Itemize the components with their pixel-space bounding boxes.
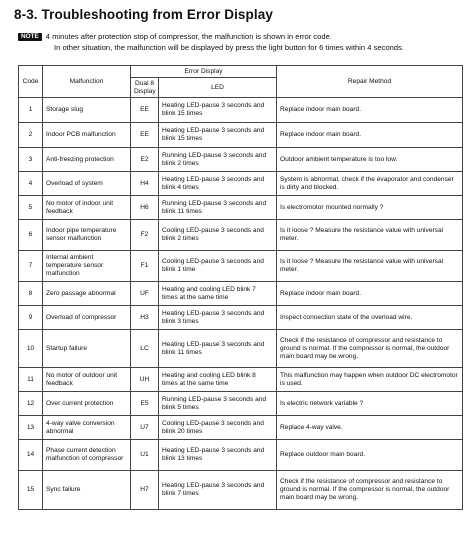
cell-led: Running LED-pause 3 seconds and blink 2 times — [159, 148, 277, 172]
cell-malfunction: Phase current detection malfunction of compressor — [43, 440, 131, 471]
cell-dual8: E5 — [131, 392, 159, 416]
cell-repair: Is it loose ? Measure the resistance value with universal meter. — [277, 220, 463, 251]
cell-malfunction: Zero passage abnormal — [43, 282, 131, 306]
table-row — [19, 306, 463, 330]
note-block — [18, 31, 404, 53]
cell-malfunction: No motor of outdoor unit feedback — [43, 368, 131, 392]
cell-led: Heating and cooling LED blink 8 times at the same time — [159, 368, 277, 392]
cell-malfunction: 4-way valve conversion abnormal — [43, 416, 131, 440]
cell-malfunction: Storage slug — [43, 98, 131, 123]
cell-led: Heating LED-pause 3 seconds and blink 15 times — [159, 98, 277, 123]
header-led: LED — [159, 78, 277, 98]
cell-code: 5 — [19, 196, 43, 220]
table-row — [19, 392, 463, 416]
cell-dual8: U1 — [131, 440, 159, 471]
cell-dual8: U7 — [131, 416, 159, 440]
section-title: 8-3. Troubleshooting from Error Display — [14, 7, 273, 22]
cell-malfunction: Internal ambient temperature sensor malfunction — [43, 251, 131, 282]
cell-led: Running LED-pause 3 seconds and blink 5 times — [159, 392, 277, 416]
note-line-1: 4 minutes after protection stop of compressor, the malfunction is shown in error code. — [45, 32, 332, 41]
cell-malfunction: No motor of indoor unit feedback — [43, 196, 131, 220]
note-line-2: In other situation, the malfunction will be displayed by press the light button for 6 times within 4 seconds. — [54, 43, 404, 52]
cell-malfunction: Overload of compressor — [43, 306, 131, 330]
cell-repair: Is electric network variable ? — [277, 392, 463, 416]
header-code: Code — [19, 66, 43, 98]
cell-led: Heating LED-pause 3 seconds and blink 4 times — [159, 172, 277, 196]
cell-malfunction: Over current protection — [43, 392, 131, 416]
cell-code: 11 — [19, 368, 43, 392]
cell-led: Heating LED-pause 3 seconds and blink 7 times — [159, 471, 277, 510]
cell-code: 6 — [19, 220, 43, 251]
header-dual8: Dual 8 Display — [131, 78, 159, 98]
cell-led: Heating LED-pause 3 seconds and blink 3 times — [159, 306, 277, 330]
cell-led: Heating and cooling LED blink 7 times at the same time — [159, 282, 277, 306]
note-badge: NOTE — [18, 33, 42, 41]
cell-dual8: EE — [131, 98, 159, 123]
header-error-display: Error Display — [131, 66, 277, 78]
cell-code: 7 — [19, 251, 43, 282]
table-row — [19, 440, 463, 471]
cell-code: 9 — [19, 306, 43, 330]
cell-repair: System is abnormal, check if the evaporator and condenser is dirty and blocked. — [277, 172, 463, 196]
cell-repair: Replace outdoor main board. — [277, 440, 463, 471]
cell-malfunction: Indoor pipe temperature sensor malfunction — [43, 220, 131, 251]
cell-led: Heating LED-pause 3 seconds and blink 11 times — [159, 330, 277, 368]
cell-dual8: UF — [131, 282, 159, 306]
cell-code: 1 — [19, 98, 43, 123]
cell-repair: Check if the resistance of compressor and resistance to ground is normal. If the compressor is normal, the outdoor main board may be wrong. — [277, 471, 463, 510]
cell-malfunction: Overload of system — [43, 172, 131, 196]
cell-dual8: H3 — [131, 306, 159, 330]
cell-led: Cooling LED-pause 3 seconds and blink 1 time — [159, 251, 277, 282]
cell-repair: Check if the resistance of compressor and resistance to ground is normal. If the compressor is normal, the outdoor main board may be wrong. — [277, 330, 463, 368]
cell-code: 8 — [19, 282, 43, 306]
table-row — [19, 148, 463, 172]
cell-code: 15 — [19, 471, 43, 510]
header-repair-method: Repair Method — [277, 66, 463, 98]
cell-dual8: EE — [131, 123, 159, 148]
cell-dual8: E2 — [131, 148, 159, 172]
table-row — [19, 368, 463, 392]
cell-malfunction: Startup failure — [43, 330, 131, 368]
table-row — [19, 196, 463, 220]
table-row — [19, 123, 463, 148]
cell-code: 13 — [19, 416, 43, 440]
cell-code: 2 — [19, 123, 43, 148]
table-row — [19, 471, 463, 510]
cell-dual8: LC — [131, 330, 159, 368]
cell-dual8: UH — [131, 368, 159, 392]
cell-malfunction: Indoor PCB malfunction — [43, 123, 131, 148]
table-row — [19, 220, 463, 251]
cell-repair: Replace 4-way valve. — [277, 416, 463, 440]
cell-code: 3 — [19, 148, 43, 172]
cell-repair: Outdoor ambient temperature is too low. — [277, 148, 463, 172]
cell-dual8: F1 — [131, 251, 159, 282]
cell-malfunction: Sync failure — [43, 471, 131, 510]
cell-led: Running LED-pause 3 seconds and blink 11 times — [159, 196, 277, 220]
error-code-table — [18, 65, 463, 510]
cell-code: 10 — [19, 330, 43, 368]
cell-repair: Inspect connection state of the overload wire. — [277, 306, 463, 330]
cell-dual8: H7 — [131, 471, 159, 510]
cell-led: Heating LED-pause 3 seconds and blink 13 times — [159, 440, 277, 471]
table-row — [19, 251, 463, 282]
cell-code: 14 — [19, 440, 43, 471]
cell-led: Cooling LED-pause 3 seconds and blink 20 times — [159, 416, 277, 440]
cell-repair: Replace indoor main board. — [277, 123, 463, 148]
table-row — [19, 98, 463, 123]
cell-repair: This malfunction may happen when outdoor DC electromotor is used. — [277, 368, 463, 392]
cell-led: Heating LED-pause 3 seconds and blink 15 times — [159, 123, 277, 148]
cell-dual8: H6 — [131, 196, 159, 220]
table-row — [19, 172, 463, 196]
cell-code: 4 — [19, 172, 43, 196]
cell-led: Cooling LED-pause 3 seconds and blink 2 times — [159, 220, 277, 251]
cell-dual8: F2 — [131, 220, 159, 251]
cell-malfunction: Anti-freezing protection — [43, 148, 131, 172]
cell-repair: Is it loose ? Measure the resistance value with universal meter. — [277, 251, 463, 282]
table-row — [19, 282, 463, 306]
table-row — [19, 330, 463, 368]
cell-repair: Is electromotor mounted normally ? — [277, 196, 463, 220]
table-row — [19, 416, 463, 440]
cell-code: 12 — [19, 392, 43, 416]
cell-repair: Replace indoor main board. — [277, 282, 463, 306]
cell-repair: Replace indoor main board. — [277, 98, 463, 123]
header-malfunction: Malfunction — [43, 66, 131, 98]
cell-dual8: H4 — [131, 172, 159, 196]
